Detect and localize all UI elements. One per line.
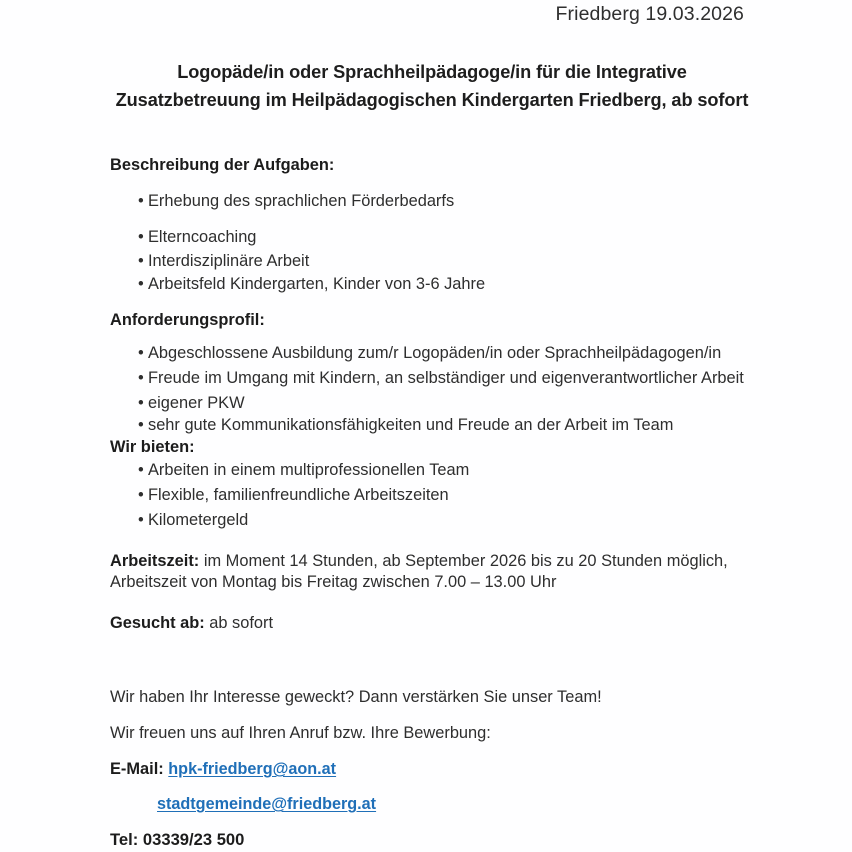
- list-item: [138, 486, 449, 505]
- email-row-primary: [110, 760, 336, 779]
- start-date-line: [110, 614, 273, 633]
- list-item: [138, 416, 673, 435]
- start-date-label: Gesucht ab:: [110, 614, 205, 632]
- list-item-label: Arbeiten in einem multiprofessionellen Team: [148, 461, 470, 479]
- list-item-label: Erhebung des sprachlichen Förderbedarfs: [148, 192, 455, 210]
- page-title-line-1: Logopäde/in oder Sprachheilpädagoge/in für die Integrative: [177, 62, 687, 82]
- list-item-label: sehr gute Kommunikationsfähigkeiten und Freude an der Arbeit im Team: [148, 416, 674, 434]
- list-item: [138, 252, 309, 271]
- list-item: [138, 394, 245, 413]
- bullet-icon: •: [138, 228, 144, 246]
- bullet-icon: •: [138, 486, 144, 504]
- phone-number: Tel: 03339/23 500: [110, 830, 245, 849]
- bullet-icon: •: [138, 394, 144, 412]
- list-item-label: Arbeitsfeld Kindergarten, Kinder von 3-6 Jahre: [148, 275, 486, 293]
- working-hours-label: Arbeitszeit:: [110, 552, 200, 570]
- bullet-icon: •: [138, 344, 144, 362]
- section-heading-requirements: Anforderungsprofil:: [110, 311, 265, 329]
- list-item-label: Abgeschlossene Ausbildung zum/r Logopäden/in oder Sprachheilpädagogen/in: [148, 344, 722, 362]
- page-title-line-2: Zusatzbetreuung im Heilpädagogischen Kindergarten Friedberg, ab sofort: [115, 90, 749, 110]
- list-item: [138, 192, 454, 211]
- list-item: [138, 344, 721, 363]
- list-item-label: eigener PKW: [148, 394, 245, 412]
- list-item-label: Interdisziplinäre Arbeit: [148, 252, 310, 270]
- section-heading-offer: Wir bieten:: [110, 438, 195, 456]
- list-item-label: Freude im Umgang mit Kindern, an selbständiger und eigenverantwortlicher Arbeit: [148, 369, 744, 387]
- closing-line-2: Wir freuen uns auf Ihren Anruf bzw. Ihre Bewerbung:: [110, 724, 491, 742]
- working-hours-value: im Moment 14 Stunden, ab September 2026 bis zu 20 Stunden möglich,: [199, 552, 728, 570]
- list-item-label: Kilometergeld: [148, 511, 249, 529]
- email-label: E-Mail:: [110, 760, 164, 778]
- list-item: [138, 369, 744, 388]
- section-heading-tasks: Beschreibung der Aufgaben:: [110, 156, 335, 174]
- closing-line-1: Wir haben Ihr Interesse geweckt? Dann verstärken Sie unser Team!: [110, 688, 602, 706]
- list-item: [138, 275, 485, 294]
- list-item-label: Flexible, familienfreundliche Arbeitszeiten: [148, 486, 449, 504]
- list-item: [138, 228, 256, 247]
- list-item-label: Elterncoaching: [148, 228, 257, 246]
- list-item: [138, 461, 469, 480]
- bullet-icon: •: [138, 192, 144, 210]
- bullet-icon: •: [138, 369, 144, 387]
- place-and-date: Friedberg 19.03.2026: [555, 3, 744, 25]
- email-row-secondary: [157, 795, 376, 814]
- start-date-value: ab sofort: [204, 614, 274, 632]
- bullet-icon: •: [138, 252, 144, 270]
- working-hours-line-1: [110, 552, 728, 571]
- list-item: [138, 511, 248, 530]
- bullet-icon: •: [138, 275, 144, 293]
- email-link-secondary[interactable]: stadtgemeinde@friedberg.at: [157, 795, 377, 813]
- bullet-icon: •: [138, 461, 144, 479]
- bullet-icon: •: [138, 511, 144, 529]
- bullet-icon: •: [138, 416, 144, 434]
- working-hours-line-2: Arbeitszeit von Montag bis Freitag zwischen 7.00 – 13.00 Uhr: [110, 573, 557, 591]
- email-link-primary[interactable]: hpk-friedberg@aon.at: [168, 760, 337, 778]
